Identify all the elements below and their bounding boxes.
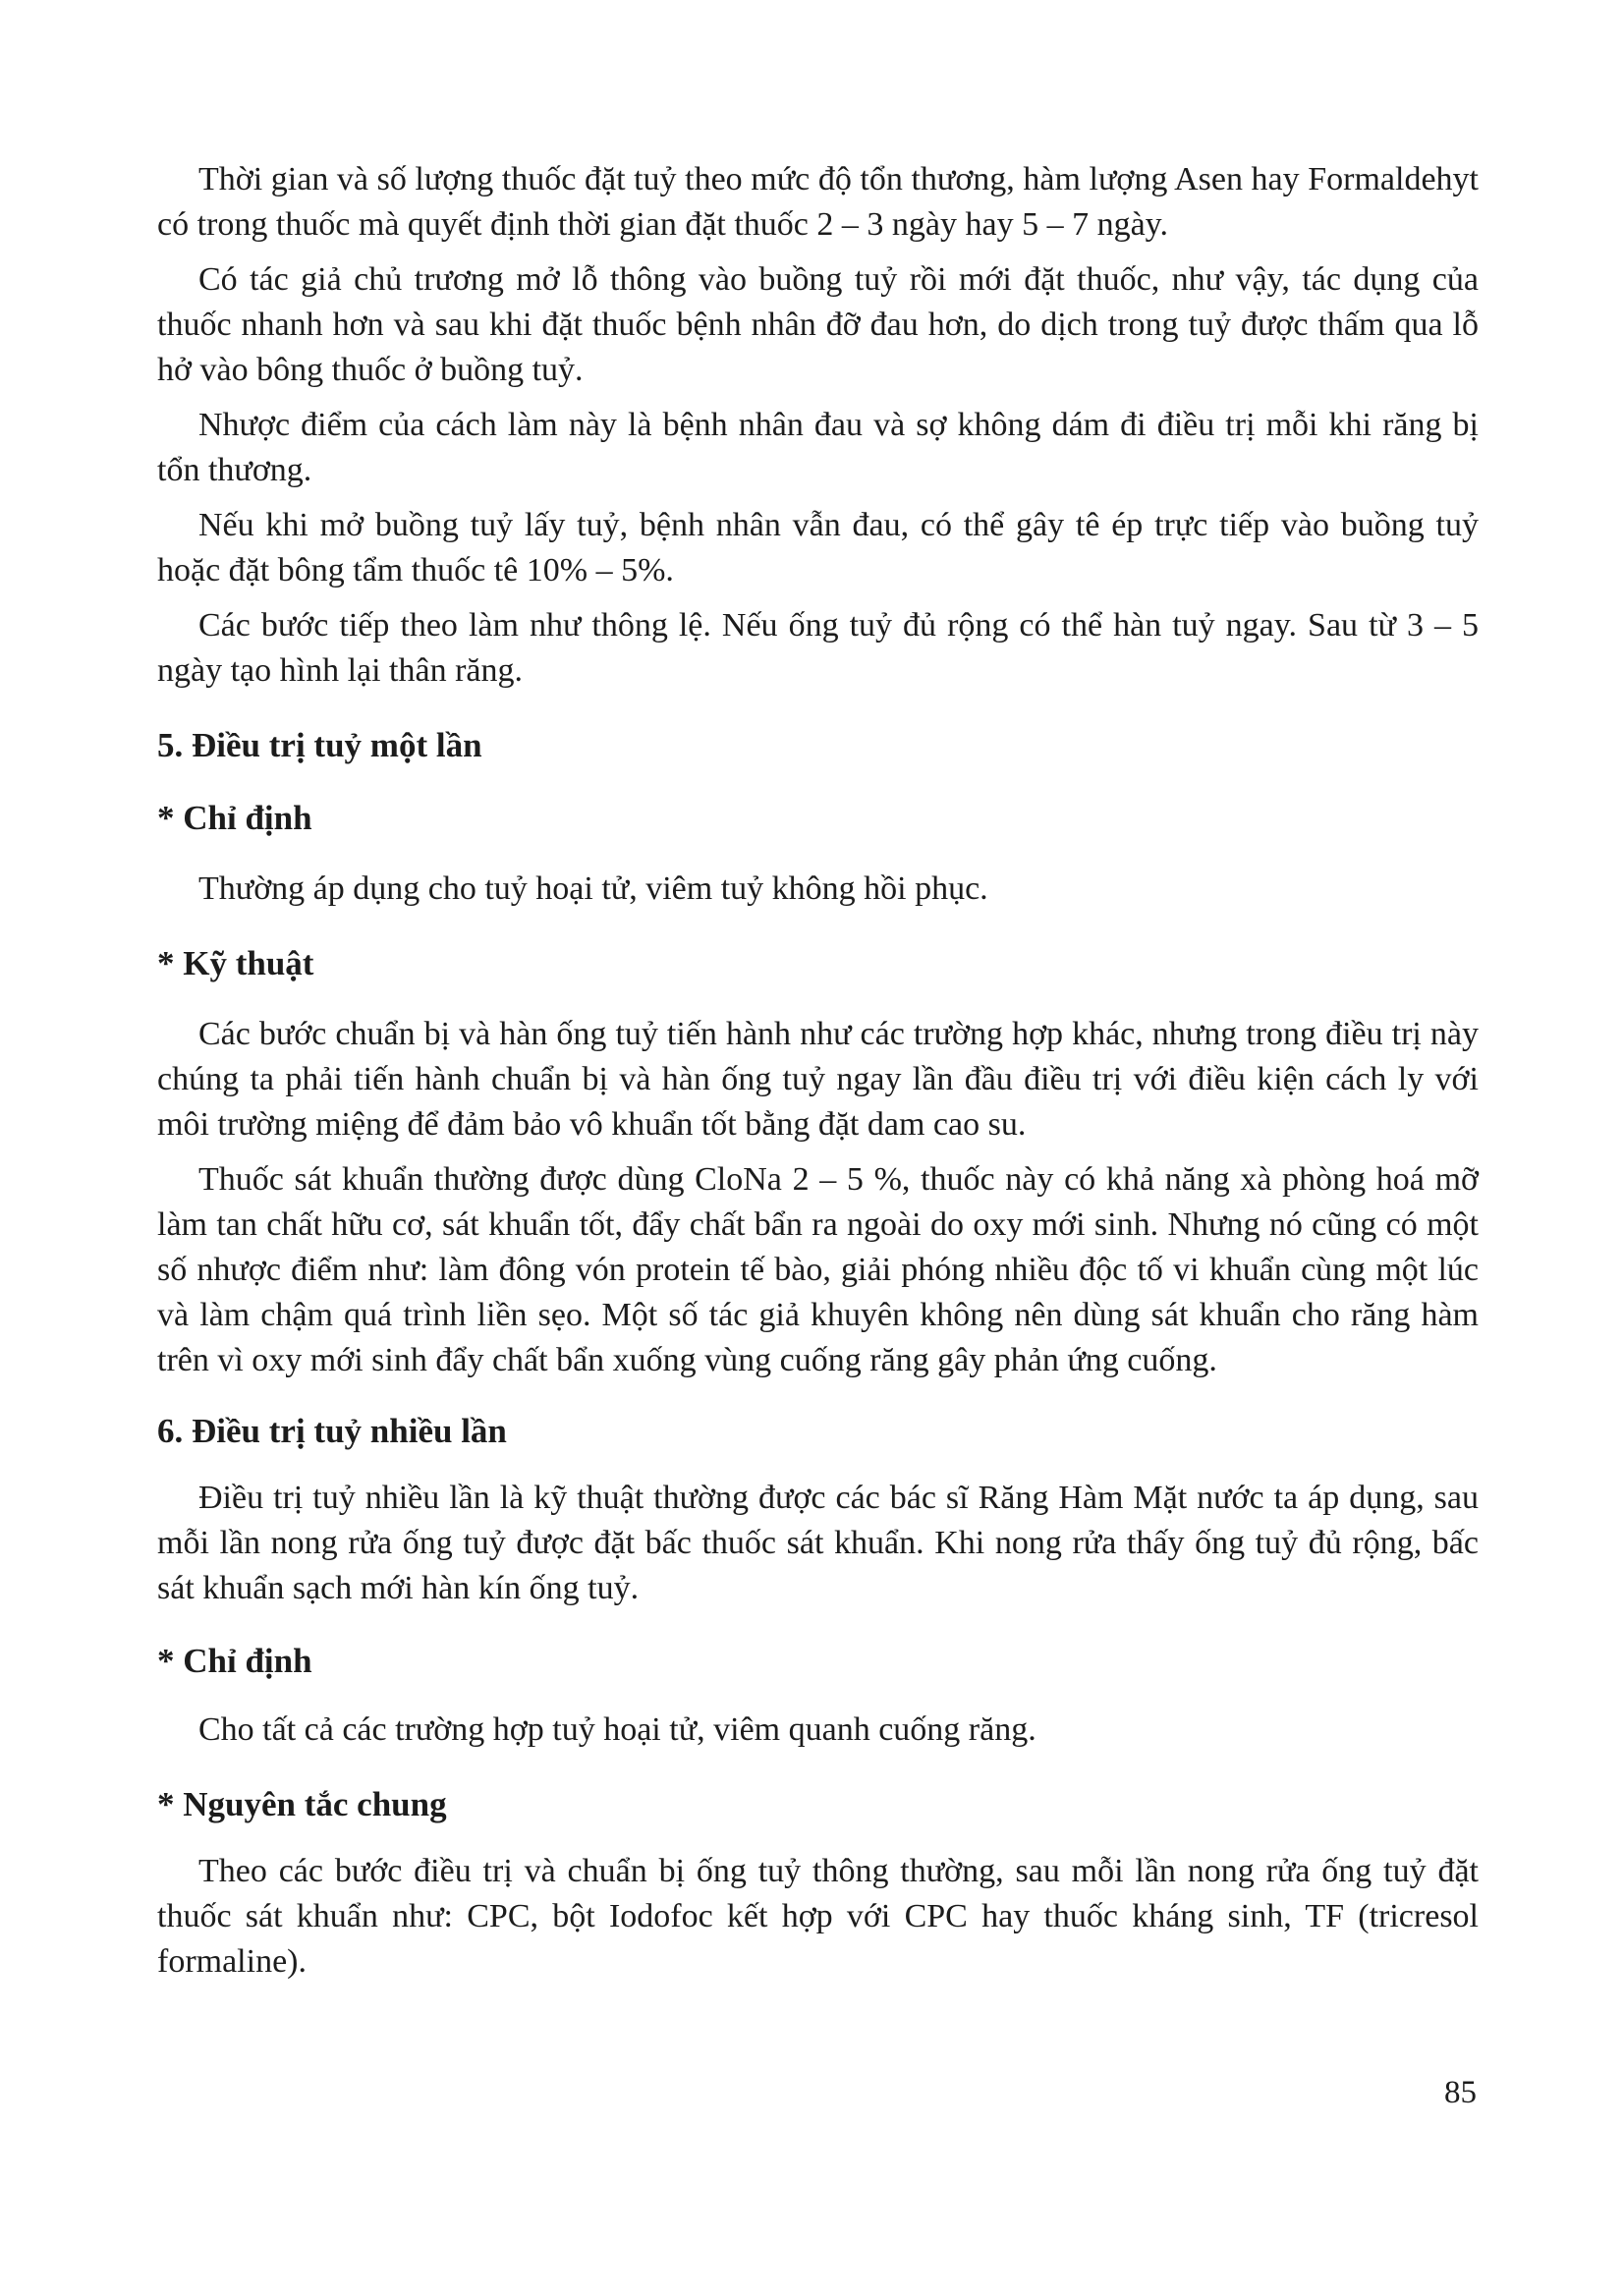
paragraph: Thường áp dụng cho tuỷ hoại tử, viêm tuỷ không hồi phục.	[198, 870, 988, 907]
subheading-technique: * Kỹ thuật	[157, 944, 314, 982]
subheading-principle: * Nguyên tắc chung	[157, 1785, 447, 1823]
paragraph: Nếu khi mở buồng tuỷ lấy tuỷ, bệnh nhân vẫn đau, có thể gây tê ép trực tiếp vào buồng tuỷ hoặc đặt bông tẩm thuốc tê 10% – 5%.	[157, 507, 1479, 588]
paragraph: Thời gian và số lượng thuốc đặt tuỷ theo mức độ tổn thương, hàm lượng Asen hay Formaldehyt có trong thuốc mà quyết định thời gian đặt thuốc 2 – 3 ngày hay 5 – 7 ngày.	[157, 161, 1479, 243]
paragraph: Cho tất cả các trường hợp tuỷ hoại tử, viêm quanh cuống răng.	[198, 1711, 1036, 1748]
paragraph: Nhược điểm của cách làm này là bệnh nhân đau và sợ không dám đi điều trị mỗi khi răng bị tổn thương.	[157, 407, 1479, 488]
paragraph: Các bước chuẩn bị và hàn ống tuỷ tiến hành như các trường hợp khác, nhưng trong điều trị này chúng ta phải tiến hành chuẩn bị và hàn ống tuỷ ngay lần đầu điều trị với điều kiện cách ly với môi trường miệng để đảm bảo vô khuẩn tốt bằng đặt dam cao su.	[157, 1016, 1479, 1143]
page-content	[157, 157, 1479, 1985]
paragraph: Điều trị tuỷ nhiều lần là kỹ thuật thường được các bác sĩ Răng Hàm Mặt nước ta áp dụng, sau mỗi lần nong rửa ống tuỷ được đặt bấc thuốc sát khuẩn. Khi nong rửa thấy ống tuỷ đủ rộng, bấc sát khuẩn sạch mới hàn kín ống tuỷ.	[157, 1480, 1479, 1606]
section-heading-6: 6. Điều trị tuỷ nhiều lần	[157, 1412, 507, 1450]
paragraph: Có tác giả chủ trương mở lỗ thông vào buồng tuỷ rồi mới đặt thuốc, như vậy, tác dụng của thuốc nhanh hơn và sau khi đặt thuốc bệnh nhân đỡ đau hơn, do dịch trong tuỷ được thấm qua lỗ hở vào bông thuốc ở buồng tuỷ.	[157, 261, 1479, 388]
paragraph: Các bước tiếp theo làm như thông lệ. Nếu ống tuỷ đủ rộng có thể hàn tuỷ ngay. Sau từ 3 – 5 ngày tạo hình lại thân răng.	[157, 607, 1479, 689]
paragraph: Theo các bước điều trị và chuẩn bị ống tuỷ thông thường, sau mỗi lần nong rửa ống tuỷ đặt thuốc sát khuẩn như: CPC, bột Iodofoc kết hợp với CPC hay thuốc kháng sinh, TF (tricresol formaline).	[157, 1853, 1479, 1980]
section-heading-5: 5. Điều trị tuỷ một lần	[157, 726, 482, 764]
paragraph: Thuốc sát khuẩn thường được dùng CloNa 2 – 5 %, thuốc này có khả năng xà phòng hoá mỡ làm tan chất hữu cơ, sát khuẩn tốt, đẩy chất bẩn ra ngoài do oxy mới sinh. Nhưng nó cũng có một số nhược điểm như: làm đông vón protein tế bào, giải phóng nhiều độc tố vi khuẩn cùng một lúc và làm chậm quá trình liền sẹo. Một số tác giả khuyên không nên dùng sát khuẩn cho răng hàm trên vì oxy mới sinh đẩy chất bẩn xuống vùng cuống răng gây phản ứng cuống.	[157, 1161, 1479, 1378]
page-number: 85	[1444, 2075, 1477, 2110]
subheading-indication: * Chỉ định	[157, 1642, 312, 1680]
subheading-indication: * Chỉ định	[157, 799, 312, 837]
